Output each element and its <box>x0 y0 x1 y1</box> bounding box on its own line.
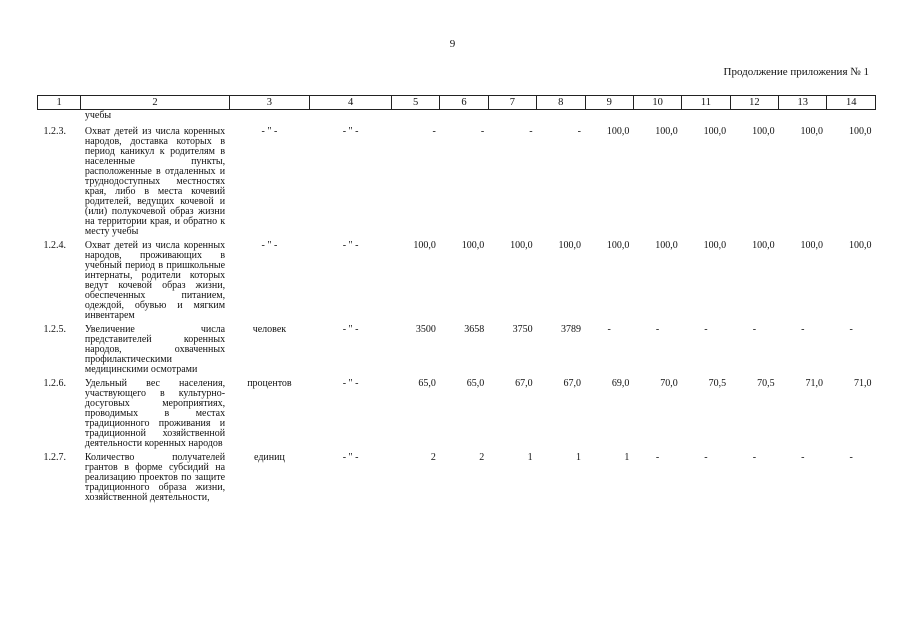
value-cell: 100,0 <box>606 126 630 137</box>
column-header: 5 <box>391 96 439 110</box>
indicator-name: Охват детей из числа коренных народов, доставка которых в период каникул к родителям в населенные пункты, расположенные в отдаленных и труднодоступных местностях края, либо в места кочевий родителей, ведущих кочевой и (или) полукочевой образ жизни на территории края, и обратно к месту учебы <box>84 126 226 237</box>
value-cell: 65,0 <box>418 378 436 389</box>
indicator-name: Количество получателей грантов в форме субсидий на реализацию проектов по защите традиционного образа жизни, хозяйственной деятельности, <box>84 452 226 503</box>
value-cell: 100,0 <box>413 240 436 251</box>
value-cell: 100,0 <box>558 240 581 251</box>
value-cell: 100,0 <box>703 126 727 137</box>
value-cell: 100,0 <box>461 240 485 251</box>
value-cell: 100,0 <box>849 240 872 251</box>
column-header: 3 <box>229 96 310 110</box>
value-cell: 71,0 <box>854 378 872 389</box>
column-header: 8 <box>537 96 585 110</box>
value-cell: 100,0 <box>606 240 630 251</box>
value-cell: - <box>849 324 853 335</box>
table-row <box>38 449 876 503</box>
value-cell: 3750 <box>512 324 533 335</box>
value-cell: 3500 <box>415 324 436 335</box>
value-cell: 3789 <box>561 324 581 335</box>
value-cell: 70,5 <box>708 378 727 389</box>
value-cell: 100,0 <box>800 240 823 251</box>
column-header: 9 <box>585 96 633 110</box>
column-4-cell: - " - <box>342 126 359 137</box>
page-number: 9 <box>449 38 456 50</box>
column-header: 13 <box>779 96 827 110</box>
value-cell: - <box>849 452 853 463</box>
continued-text: учебы <box>84 110 112 121</box>
value-cell: - <box>801 452 805 463</box>
column-header: 6 <box>440 96 488 110</box>
value-cell: - <box>655 324 660 335</box>
indicators-table <box>37 95 876 503</box>
column-header: 11 <box>682 96 730 110</box>
value-cell: 100,0 <box>752 240 775 251</box>
unit-cell: - " - <box>261 240 278 251</box>
value-cell: 2 <box>430 452 436 463</box>
value-cell: 70,5 <box>757 378 775 389</box>
indicator-name: Увеличение числа представителей коренных народов, охваченных профилактическими медицинскими осмотрами <box>84 324 226 375</box>
unit-cell: процентов <box>247 378 292 389</box>
unit-cell: единиц <box>254 452 285 463</box>
indicator-name: Охват детей из числа коренных народов, проживающих в учебный период в пришкольные интернаты, родители которых ведут кочевой образ жизни, обеспеченных питанием, одеждой, обувью и мягким инвентарем <box>84 240 226 321</box>
value-cell: - <box>752 452 757 463</box>
column-number-header-row <box>38 96 876 110</box>
value-cell: - <box>529 126 533 137</box>
indicator-name: Удельный вес населения, участвующего в культурно-досуговых мероприятиях, проводимых в местах традиционного проживания и традиционной хозяйственной деятельности коренных народов <box>84 378 226 449</box>
column-header: 1 <box>38 96 81 110</box>
value-cell: 67,0 <box>563 378 581 389</box>
indicators-table-container <box>37 95 876 503</box>
column-header: 12 <box>730 96 778 110</box>
column-header: 4 <box>310 96 392 110</box>
column-4-cell: - " - <box>342 240 359 251</box>
value-cell: - <box>704 452 708 463</box>
table-row <box>38 375 876 449</box>
row-number: 1.2.7. <box>43 452 66 463</box>
unit-cell: - " - <box>261 126 278 137</box>
value-cell: - <box>480 126 485 137</box>
row-number: 1.2.6. <box>43 378 66 389</box>
value-cell: 100,0 <box>655 126 678 137</box>
unit-cell: человек <box>252 324 287 335</box>
value-cell: 100,0 <box>800 126 823 137</box>
value-cell: 100,0 <box>703 240 727 251</box>
column-header: 2 <box>81 96 229 110</box>
value-cell: 100,0 <box>655 240 678 251</box>
value-cell: - <box>655 452 660 463</box>
value-cell: 67,0 <box>515 378 533 389</box>
column-header: 14 <box>827 96 876 110</box>
value-cell: 100,0 <box>752 126 775 137</box>
column-4-cell: - " - <box>342 378 359 389</box>
value-cell: 70,0 <box>660 378 678 389</box>
value-cell: 100,0 <box>510 240 533 251</box>
column-header: 7 <box>488 96 536 110</box>
value-cell: - <box>577 126 581 137</box>
value-cell: 1 <box>576 452 581 463</box>
value-cell: 69,0 <box>611 378 630 389</box>
value-cell: - <box>752 324 757 335</box>
value-cell: 1 <box>527 452 533 463</box>
value-cell: 2 <box>479 452 485 463</box>
column-4-cell: - " - <box>342 324 359 335</box>
value-cell: - <box>704 324 708 335</box>
continued-row <box>38 110 876 124</box>
value-cell: 65,0 <box>466 378 485 389</box>
value-cell: - <box>432 126 436 137</box>
row-number: 1.2.3. <box>43 126 66 137</box>
value-cell: - <box>607 324 611 335</box>
value-cell: 3658 <box>464 324 485 335</box>
row-number: 1.2.5. <box>43 324 66 335</box>
value-cell: 1 <box>624 452 630 463</box>
column-header: 10 <box>633 96 681 110</box>
table-row <box>38 237 876 321</box>
value-cell: 71,0 <box>805 378 823 389</box>
value-cell: - <box>801 324 805 335</box>
value-cell: 100,0 <box>849 126 872 137</box>
table-row <box>38 123 876 237</box>
row-number: 1.2.4. <box>43 240 66 251</box>
column-4-cell: - " - <box>342 452 359 463</box>
appendix-continuation-label: Продолжение приложения № 1 <box>723 66 869 78</box>
table-row <box>38 321 876 375</box>
